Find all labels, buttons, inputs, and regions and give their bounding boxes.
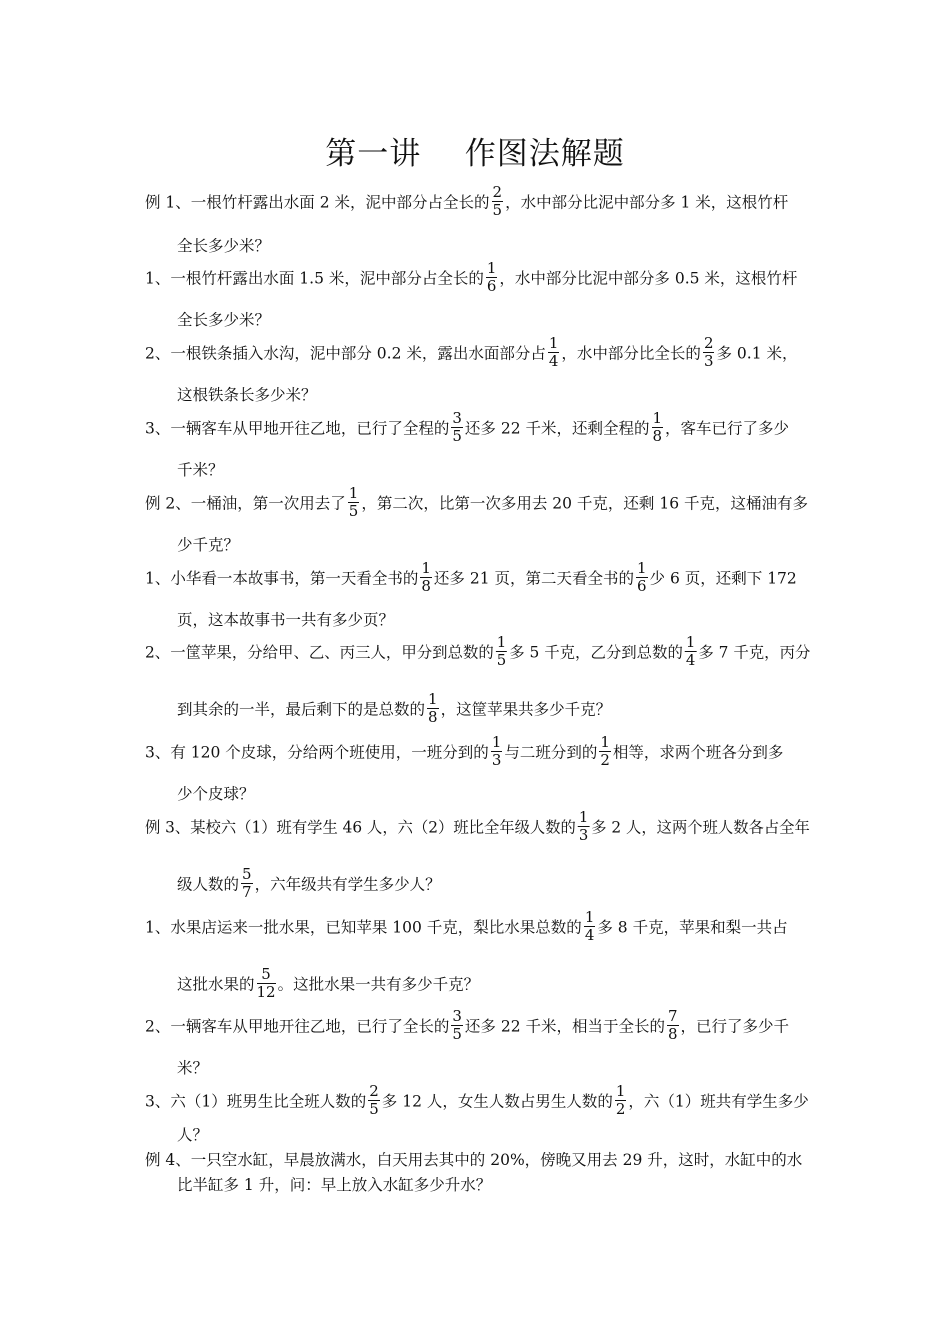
problem-text: 相等，求两个班各分到多 xyxy=(612,743,784,762)
fraction-numerator: 1 xyxy=(428,690,438,708)
problem-text: 全长多少米？ xyxy=(177,311,271,329)
fraction xyxy=(427,691,439,726)
problem-text: ，第二次，比第一次多用去 20 千克，还剩 16 千克，这桶油有多 xyxy=(361,494,808,513)
problem-text: 级人数的 xyxy=(177,875,240,894)
fraction-numerator: 1 xyxy=(600,733,610,751)
problem-text: 3、有 120 个皮球，分给两个班使用，一班分到的 xyxy=(145,743,489,762)
problem-line xyxy=(145,409,790,447)
problem-text: 少千克？ xyxy=(177,536,240,554)
problem-text: 千米？ xyxy=(177,461,224,479)
problem-line xyxy=(145,1082,809,1120)
problem-line xyxy=(145,259,798,297)
problem-text: 1、小华看一本故事书，第一天看全书的 xyxy=(145,569,419,588)
fraction-numerator: 1 xyxy=(615,1082,626,1100)
problem-text: 1、水果店运来一批水果，已知苹果 100 千克，梨比水果总数的 xyxy=(145,918,582,937)
fraction xyxy=(257,966,276,1001)
fraction xyxy=(652,410,664,445)
fraction-numerator: 2 xyxy=(492,183,503,201)
fraction-denominator: 2 xyxy=(615,1100,626,1118)
fraction xyxy=(451,410,463,445)
fraction-denominator: 5 xyxy=(369,1100,379,1118)
fraction-numerator: 5 xyxy=(242,865,252,883)
problem-text: 到其余的一半，最后剩下的是总数的 xyxy=(177,700,426,719)
problem-line xyxy=(145,1150,802,1170)
fraction xyxy=(584,909,596,944)
problem-text: ，水中部分比泥中部分多 1 米，这根竹杆 xyxy=(505,193,789,212)
problem-text: 这批水果的 xyxy=(177,975,255,994)
problem-line xyxy=(177,236,270,256)
problem-line xyxy=(177,1175,491,1195)
fraction-numerator: 1 xyxy=(652,409,663,427)
problem-text: 1、一根竹杆露出水面 1.5 米，泥中部分占全长的 xyxy=(145,269,484,288)
problem-line xyxy=(177,610,394,630)
problem-text: 页，这本故事书一共有多少页？ xyxy=(177,611,395,629)
fraction xyxy=(548,335,560,370)
problem-text: ，六（1）班共有学生多少 xyxy=(628,1092,809,1111)
fraction-numerator: 1 xyxy=(491,733,502,751)
problem-text: 这根铁条长多少米？ xyxy=(177,386,317,404)
page-title: 第一讲 作图法解题 xyxy=(325,136,625,172)
problem-line xyxy=(145,733,784,771)
problem-text: 例 1、一根竹杆露出水面 2 米，泥中部分占全长的 xyxy=(145,193,490,212)
problem-text: 。这批水果一共有多少千克？ xyxy=(277,975,480,994)
problem-line xyxy=(177,385,317,405)
fraction-numerator: 1 xyxy=(637,559,647,577)
fraction-numerator: 1 xyxy=(348,484,359,502)
problem-text: ，已行了多少千 xyxy=(680,1017,790,1036)
problem-text: 例 3、某校六（1）班有学生 46 人，六（2）班比全年级人数的 xyxy=(145,818,576,837)
problem-text: 还多 22 千米，还剩全程的 xyxy=(464,419,650,438)
fraction-denominator: 8 xyxy=(652,427,663,445)
problem-line xyxy=(177,965,480,1003)
problem-text: 还多 22 千米，相当于全长的 xyxy=(464,1017,665,1036)
fraction-numerator: 1 xyxy=(486,259,497,277)
problem-text: 多 5 千克，乙分到总数的 xyxy=(509,643,683,662)
fraction-numerator: 1 xyxy=(578,808,589,826)
problem-line xyxy=(177,460,224,480)
problem-text: 多 7 千克，丙分 xyxy=(698,643,811,662)
fraction xyxy=(491,734,503,769)
problem-line xyxy=(145,633,811,671)
fraction xyxy=(496,634,507,669)
fraction xyxy=(486,260,498,295)
problem-text: 少个皮球？ xyxy=(177,785,255,803)
fraction xyxy=(667,1008,679,1043)
problem-text: 多 2 人，这两个班人数各占全年 xyxy=(591,818,810,837)
fraction xyxy=(492,184,504,219)
fraction-numerator: 1 xyxy=(496,633,507,651)
problem-line xyxy=(177,784,255,804)
fraction xyxy=(451,1008,463,1043)
fraction-numerator: 7 xyxy=(668,1007,678,1025)
problem-line xyxy=(177,690,612,728)
problem-line xyxy=(177,1125,208,1145)
fraction xyxy=(420,560,432,595)
problem-text: 3、一辆客车从甲地开往乙地，已行了全程的 xyxy=(145,419,450,438)
problem-text: 人？ xyxy=(177,1126,209,1144)
problem-line xyxy=(145,559,797,597)
fraction-denominator: 5 xyxy=(452,427,462,445)
problem-text: 比半缸多 1 升，问：早上放入水缸多少升水？ xyxy=(177,1176,492,1194)
fraction xyxy=(636,560,648,595)
problem-text: 多 12 人，女生人数占男生人数的 xyxy=(381,1092,613,1111)
problem-text: ，这筐苹果共多少千克？ xyxy=(440,700,612,719)
fraction xyxy=(685,634,696,669)
fraction-numerator: 1 xyxy=(685,633,696,651)
problem-line xyxy=(145,808,810,846)
fraction-denominator: 6 xyxy=(637,577,647,595)
problem-text: 3、六（1）班男生比全班人数的 xyxy=(145,1092,367,1111)
fraction-numerator: 2 xyxy=(703,334,714,352)
fraction-denominator: 5 xyxy=(496,651,507,669)
problem-text: 例 4、一只空水缸，早晨放满水，白天用去其中的 20%，傍晚又用去 29 升，这时，水缸中的水 xyxy=(145,1151,803,1169)
problem-line xyxy=(145,334,798,372)
fraction-denominator: 3 xyxy=(491,751,502,769)
fraction-denominator: 4 xyxy=(685,651,696,669)
fraction-numerator: 5 xyxy=(257,966,276,984)
problem-text: 2、一筐苹果，分给甲、乙、丙三人，甲分到总数的 xyxy=(145,643,494,662)
fraction-numerator: 3 xyxy=(452,1007,462,1025)
fraction-denominator: 12 xyxy=(256,983,276,1001)
problem-text: ，六年级共有学生多少人？ xyxy=(254,875,441,894)
problem-text: 多 8 千克，苹果和梨一共占 xyxy=(597,918,788,937)
fraction xyxy=(368,1083,380,1118)
fraction-denominator: 4 xyxy=(548,352,559,370)
fraction-denominator: 2 xyxy=(600,751,610,769)
fraction-numerator: 1 xyxy=(421,559,431,577)
problem-text: 与二班分到的 xyxy=(504,743,598,762)
problem-line xyxy=(177,865,441,903)
fraction-numerator: 1 xyxy=(548,334,559,352)
problem-text: 少 6 页，还剩下 172 xyxy=(649,569,797,588)
fraction-denominator: 8 xyxy=(428,708,438,726)
problem-text: ，客车已行了多少 xyxy=(665,419,790,438)
fraction xyxy=(599,734,611,769)
fraction-denominator: 3 xyxy=(703,352,714,370)
fraction xyxy=(703,335,715,370)
problem-line xyxy=(145,484,808,522)
fraction-denominator: 5 xyxy=(452,1025,462,1043)
problem-text: 2、一根铁条插入水沟，泥中部分 0.2 米，露出水面部分占 xyxy=(145,344,546,363)
fraction-numerator: 1 xyxy=(584,908,595,926)
fraction xyxy=(241,866,253,901)
problem-text: 米？ xyxy=(177,1059,209,1077)
problem-text: 2、一辆客车从甲地开往乙地，已行了全长的 xyxy=(145,1017,450,1036)
problem-text: 全长多少米？ xyxy=(177,237,271,255)
fraction-denominator: 5 xyxy=(348,502,359,520)
problem-text: 还多 21 页，第二天看全书的 xyxy=(433,569,634,588)
problem-text: ，水中部分比全长的 xyxy=(561,344,701,363)
fraction xyxy=(578,809,589,844)
problem-text: 多 0.1 米， xyxy=(716,344,798,363)
fraction-denominator: 8 xyxy=(668,1025,678,1043)
fraction-denominator: 5 xyxy=(492,201,503,219)
problem-text: 例 2、一桶油，第一次用去了 xyxy=(145,494,346,513)
problem-line xyxy=(177,1058,208,1078)
fraction-numerator: 3 xyxy=(452,409,462,427)
fraction xyxy=(348,485,360,520)
problem-line xyxy=(177,310,270,330)
problem-text: ，水中部分比泥中部分多 0.5 米，这根竹杆 xyxy=(499,269,798,288)
problem-line xyxy=(177,535,239,555)
fraction-denominator: 3 xyxy=(578,826,589,844)
fraction-denominator: 8 xyxy=(421,577,431,595)
fraction-numerator: 2 xyxy=(369,1082,379,1100)
fraction-denominator: 6 xyxy=(486,277,497,295)
problem-line xyxy=(145,908,788,946)
problem-line xyxy=(145,183,789,221)
problem-line xyxy=(145,1007,790,1045)
fraction xyxy=(615,1083,627,1118)
fraction-denominator: 4 xyxy=(584,926,595,944)
fraction-denominator: 7 xyxy=(242,883,252,901)
